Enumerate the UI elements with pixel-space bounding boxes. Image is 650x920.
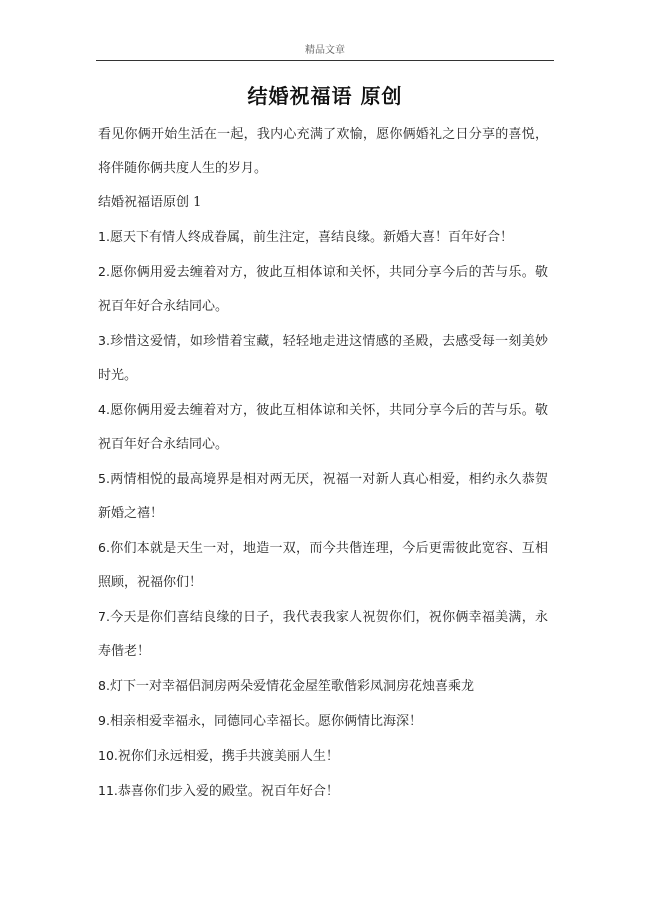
item-number: 7. xyxy=(98,609,110,624)
item-number: 4. xyxy=(98,402,110,417)
list-item xyxy=(98,704,548,739)
list-item xyxy=(98,462,548,531)
item-text: 愿天下有情人终成眷属，前生注定，喜结良缘。新婚大喜！百年好合！ xyxy=(109,230,513,245)
item-text: 珍惜这爱情，如珍惜着宝藏，轻轻地走进这情感的圣殿，去感受每一刻美妙时光。 xyxy=(98,334,548,383)
list-item xyxy=(98,739,548,774)
list-item xyxy=(98,324,548,393)
item-number: 8. xyxy=(98,678,110,693)
item-text: 两情相悦的最高境界是相对两无厌，祝福一对新人真心相爱，相约永久恭贺新婚之禧！ xyxy=(98,472,548,521)
item-text: 祝你们永远相爱，携手共渡美丽人生！ xyxy=(117,749,339,764)
section-subheading: 结婚祝福语原创 1 xyxy=(98,195,202,210)
item-text: 今天是你们喜结良缘的日子，我代表我家人祝贺你们，祝你俩幸福美满，永寿偕老！ xyxy=(98,610,548,659)
item-text: 愿你俩用爱去缠着对方，彼此互相体谅和关怀，共同分享今后的苦与乐。敬祝百年好合永结同心。 xyxy=(98,403,548,452)
list-item xyxy=(98,531,548,600)
intro-paragraph: 看见你俩开始生活在一起，我内心充满了欢愉，愿你俩婚礼之日分享的喜悦，将伴随你俩共度人生的岁月。 xyxy=(98,127,548,176)
item-text: 恭喜你们步入爱的殿堂。祝百年好合！ xyxy=(117,784,339,799)
page-header: 精品文章 xyxy=(305,45,345,56)
item-number: 11. xyxy=(98,783,118,798)
document-body xyxy=(98,118,548,809)
list-item xyxy=(98,220,548,255)
item-text: 你们本就是天生一对，地造一双，而今共偕连理，今后更需彼此宽容、互相照顾，祝福你们！ xyxy=(98,541,548,590)
item-text: 灯下一对幸福侣洞房两朵爱情花金屋笙歌偕彩凤洞房花烛喜乘龙 xyxy=(109,679,474,694)
document-title: 结婚祝福语 原创 xyxy=(247,84,403,108)
item-number: 9. xyxy=(98,713,110,728)
item-number: 3. xyxy=(98,333,110,348)
item-number: 5. xyxy=(98,471,110,486)
item-number: 10. xyxy=(98,748,118,763)
item-number: 6. xyxy=(98,540,110,555)
item-text: 相亲相爱幸福永，同德同心幸福长。愿你俩情比海深！ xyxy=(109,714,422,729)
list-item xyxy=(98,255,548,324)
list-item xyxy=(98,774,548,809)
item-number: 2. xyxy=(98,264,110,279)
header-divider xyxy=(96,60,554,61)
list-item xyxy=(98,600,548,669)
item-number: 1. xyxy=(98,229,110,244)
list-item xyxy=(98,393,548,462)
item-text: 愿你俩用爱去缠着对方，彼此互相体谅和关怀，共同分享今后的苦与乐。敬祝百年好合永结同心。 xyxy=(98,265,548,314)
list-item xyxy=(98,669,548,704)
